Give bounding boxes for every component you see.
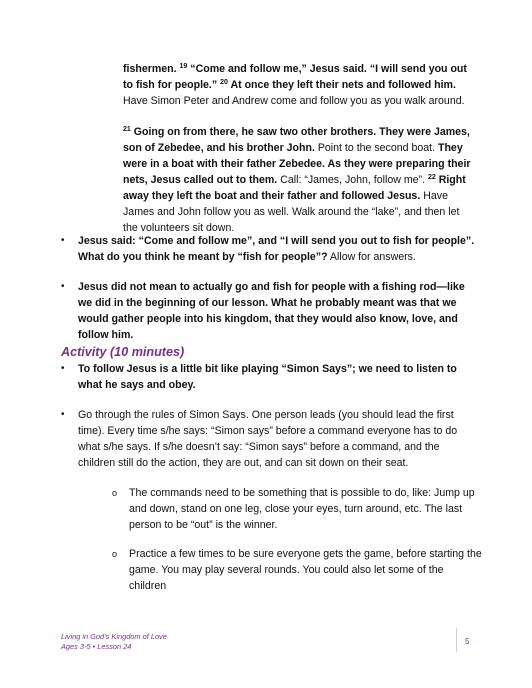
- text-plain: The commands need to be something that is possible to do, like: Jump up and down, stand on one leg, close your eyes, turn around, etc. The last person to be “out” is the winner.: [129, 487, 475, 531]
- text-plain: Point to the second boat.: [314, 142, 438, 154]
- text-bold: At once they left their nets and followed him.: [227, 79, 456, 91]
- sub-bullet-marker: o: [112, 549, 118, 559]
- text-plain: Have Simon Peter and Andrew come and follow you as you walk around.: [123, 95, 465, 107]
- text-bold: Right away they left the boat and their father and followed Jesus.: [123, 174, 466, 202]
- bullet-text: [78, 279, 478, 343]
- footer-divider: [456, 628, 457, 652]
- verse-number: 21: [123, 126, 131, 133]
- text-bold: Jesus said: “Come and follow me”, and “I will send you out to fish for people”. What do you think he meant by “fish for people”?: [78, 235, 475, 263]
- page-number: 5: [465, 637, 470, 646]
- sub-bullet-text: [129, 485, 482, 533]
- bullet-text: [78, 361, 478, 393]
- text-plain: Call: “James, John, follow me”.: [277, 174, 428, 186]
- footer-title: Living in God’s Kingdom of Love: [61, 632, 167, 641]
- verse-number: 19: [179, 63, 188, 70]
- verse-number: 22: [427, 174, 436, 181]
- text-bold: Going on from there, he saw two other brothers. They were James, son of Zebedee, and his brother John.: [123, 126, 470, 154]
- sub-bullet-text: [129, 546, 482, 594]
- text-plain: Allow for answers.: [327, 251, 416, 263]
- bullet-marker: •: [61, 409, 65, 420]
- verse-number: 20: [220, 79, 228, 86]
- scripture-paragraph-2: [123, 124, 473, 236]
- text-bold: They were in a boat with their father Zebedee. As they were preparing their nets, Jesus called out to them.: [123, 142, 471, 186]
- text-plain: Practice a few times to be sure everyone gets the game, before starting the game. You may play several rounds. You could also let some of the children: [129, 548, 482, 592]
- bullet-marker: •: [61, 235, 65, 246]
- text-bold: fishermen.: [123, 63, 180, 75]
- scripture-paragraph-1: [123, 61, 473, 109]
- text-bold: Jesus did not mean to actually go and fish for people with a fishing rod—like we did in the beginning of our lesson. What he probably meant was that we would gather people into his kingdom, that they would also know, love, and follow him.: [78, 281, 465, 341]
- bullet-marker: •: [61, 363, 65, 374]
- bullet-text: [78, 407, 478, 471]
- text-plain: Have James and John follow you as well. Walk around the “lake”, and then let the volunteers sit down.: [123, 190, 460, 234]
- text-bold: “Come and follow me,” Jesus said. “I will send you out to fish for people.”: [123, 63, 467, 91]
- page-footer: [61, 632, 167, 652]
- text-plain: Go through the rules of Simon Says. One person leads (you should lead the first time). Every time s/he says: “Simon says” before a command everyone has to do what s/he says. If s/he doesn’t say: “Simon says” before a command, and the children still do the action, they are out, and can sit down on their seat.: [78, 409, 458, 469]
- footer-subtitle: Ages 3-5 • Lesson 24: [61, 642, 132, 651]
- bullet-marker: •: [61, 281, 65, 292]
- text-bold: To follow Jesus is a little bit like playing “Simon Says”; we need to listen to what he says and obey.: [78, 363, 457, 391]
- section-heading: Activity (10 minutes): [61, 345, 185, 359]
- sub-bullet-marker: o: [112, 488, 118, 498]
- bullet-text: [78, 233, 478, 265]
